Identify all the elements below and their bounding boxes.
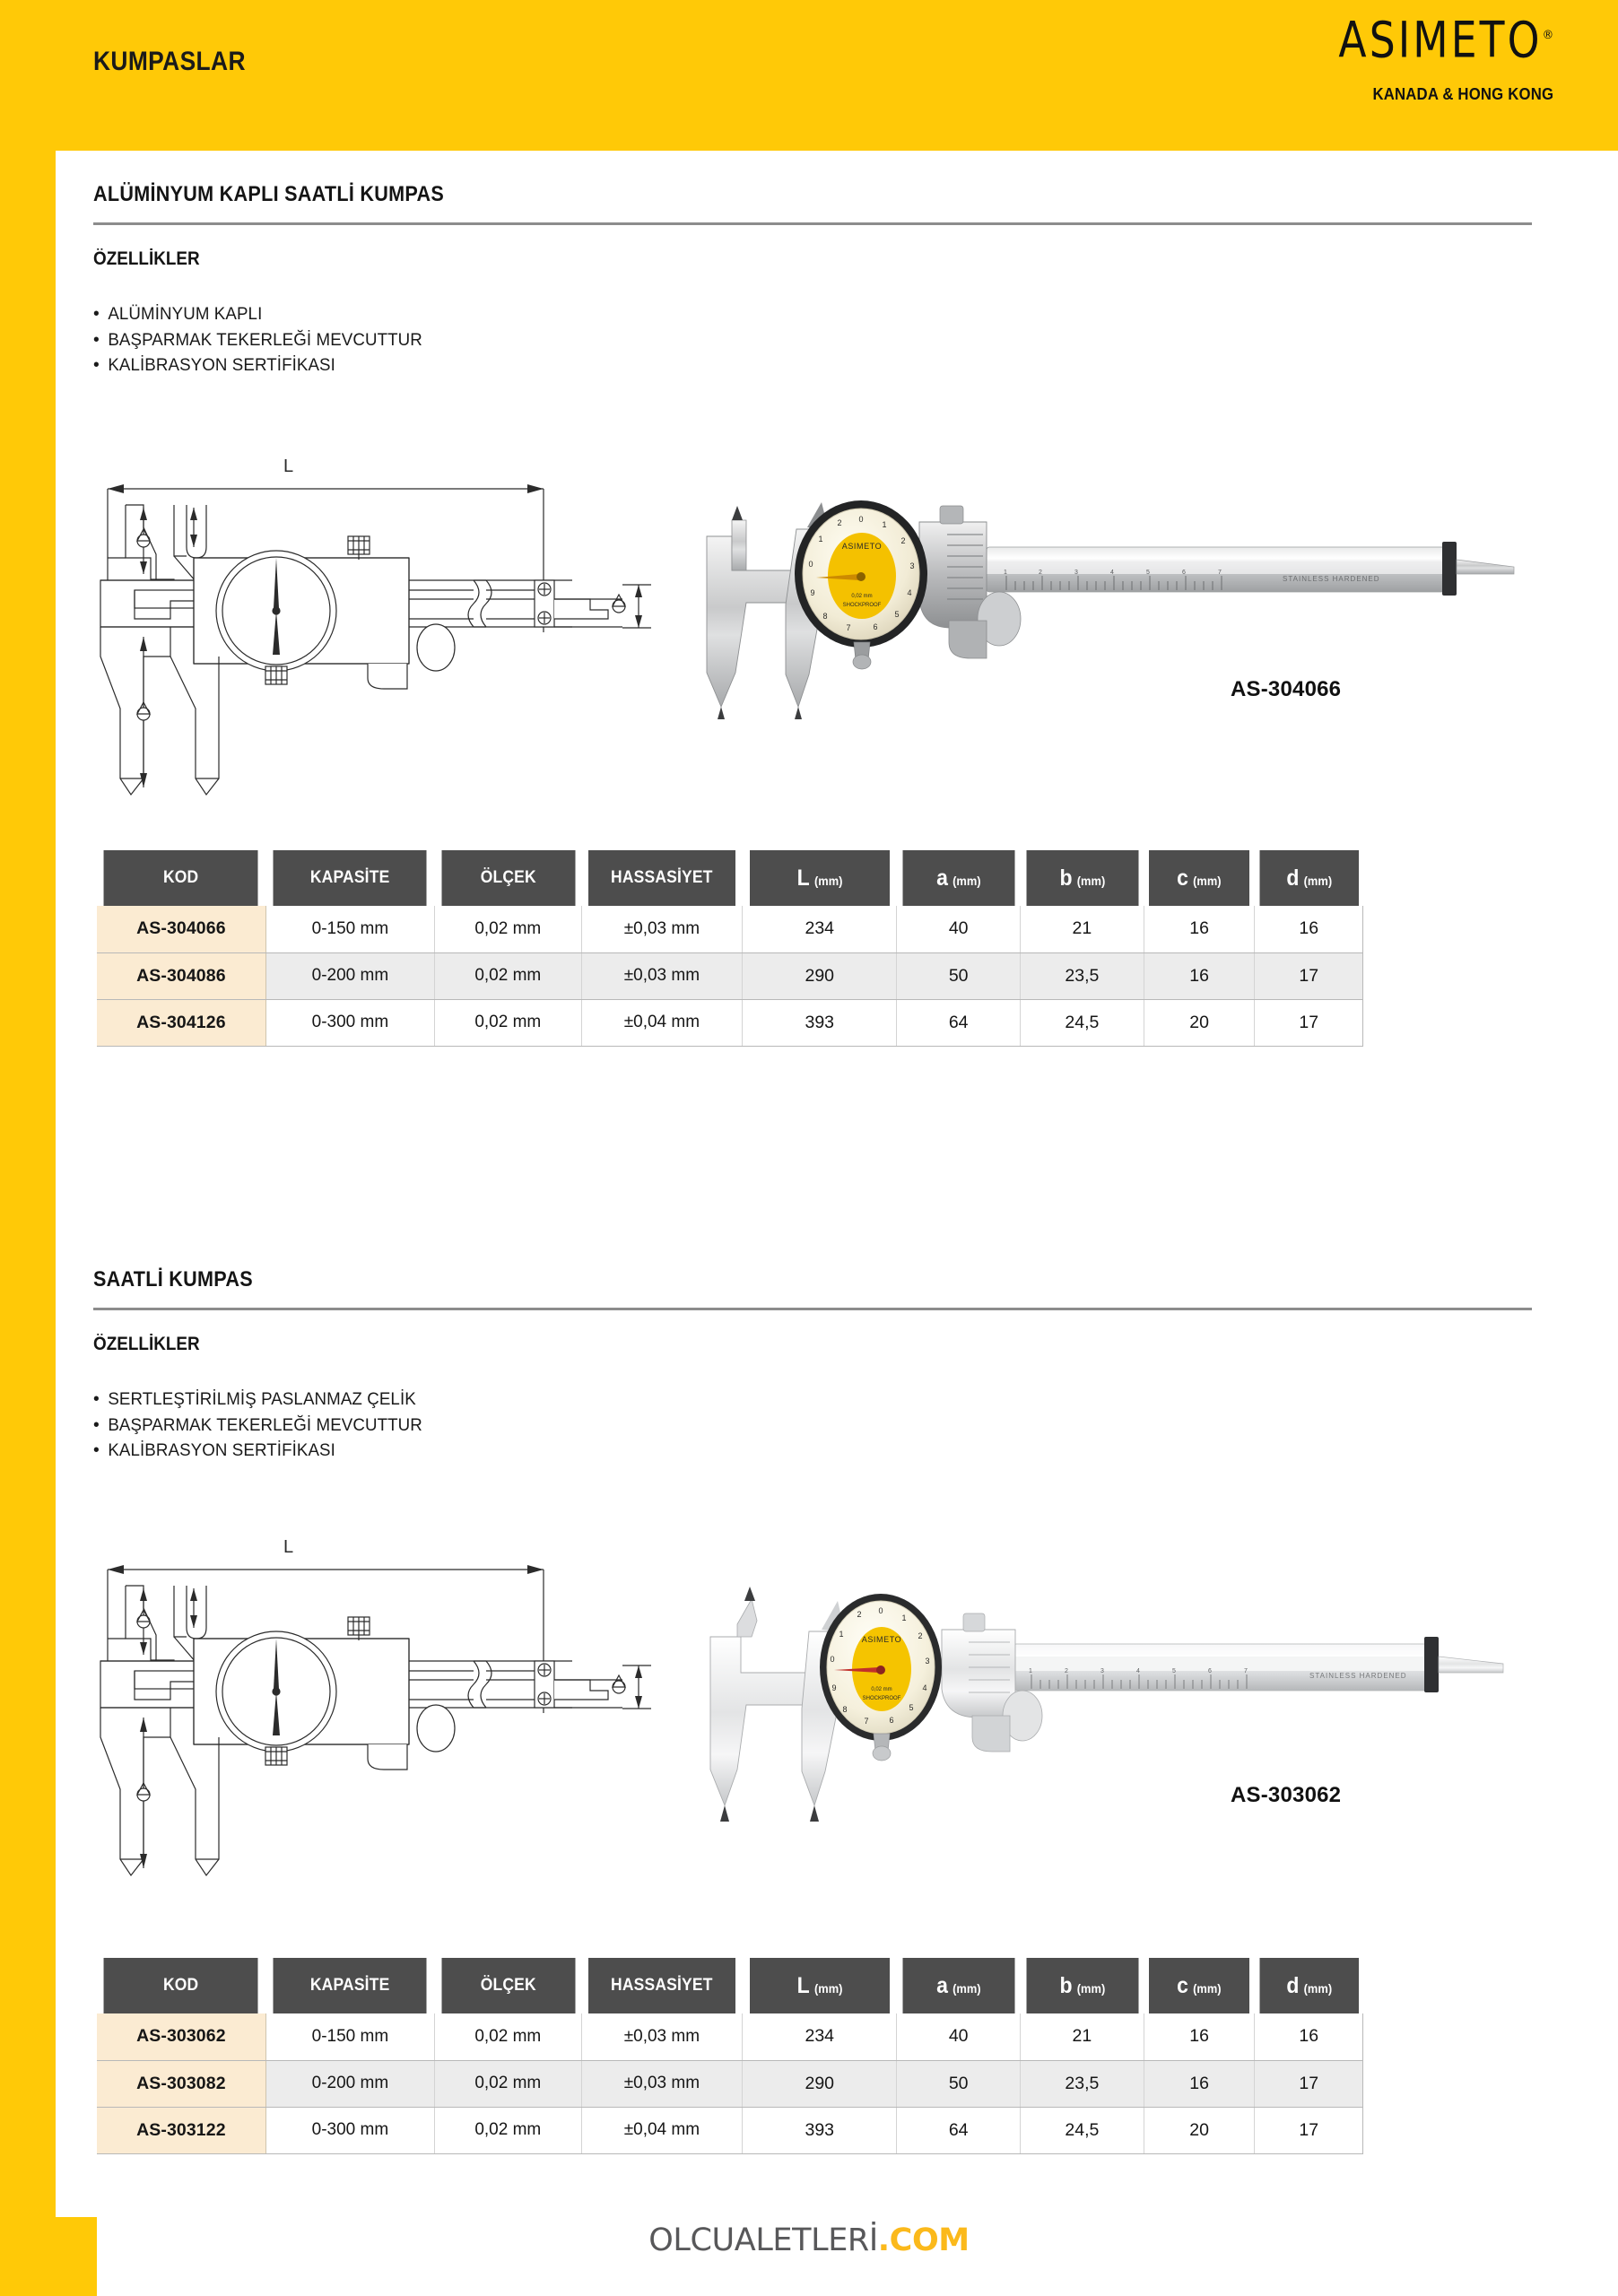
- site-logo: [648, 2222, 969, 2258]
- svg-text:1: 1: [839, 1630, 844, 1639]
- cell-L: 290: [743, 2060, 897, 2107]
- table-header-row: [97, 1958, 1363, 2013]
- cell-a: 50: [897, 2060, 1021, 2107]
- cell-b: 23,5: [1021, 2060, 1144, 2107]
- svg-text:5: 5: [1172, 1668, 1176, 1674]
- svg-text:5: 5: [1146, 570, 1150, 576]
- col-kapasite: KAPASİTE: [273, 1958, 428, 2013]
- col-d: d (mm): [1259, 850, 1359, 906]
- svg-text:1: 1: [1029, 1668, 1032, 1674]
- svg-text:6: 6: [1182, 570, 1186, 576]
- cell-b: 21: [1021, 906, 1144, 952]
- cell-d: 16: [1255, 906, 1363, 952]
- cell-hassasiyet: ±0,04 mm: [581, 999, 743, 1046]
- svg-text:5: 5: [909, 1703, 914, 1712]
- list-item: • KALİBRASYON SERTİFİKASI: [93, 352, 422, 378]
- table-header-row: [97, 850, 1363, 906]
- svg-text:9: 9: [810, 588, 815, 597]
- section-1-rule: [93, 222, 1532, 225]
- cell-L: 393: [743, 2107, 897, 2153]
- svg-text:1: 1: [901, 1613, 907, 1622]
- svg-text:6: 6: [873, 622, 878, 631]
- cell-d: 16: [1255, 2013, 1363, 2060]
- cell-a: 64: [897, 2107, 1021, 2153]
- cell-hassasiyet: ±0,03 mm: [581, 906, 743, 952]
- cell-b: 24,5: [1021, 999, 1144, 1046]
- left-yellow-bar: [0, 0, 56, 2296]
- col-L: L (mm): [749, 1958, 891, 2013]
- cell-b: 24,5: [1021, 2107, 1144, 2153]
- list-item: • KALİBRASYON SERTİFİKASI: [93, 1438, 422, 1464]
- svg-text:2: 2: [900, 536, 906, 545]
- svg-text:0: 0: [878, 1606, 883, 1615]
- cell-a: 40: [897, 2013, 1021, 2060]
- table-row: [97, 2107, 1363, 2153]
- cell-hassasiyet: ±0,03 mm: [581, 2013, 743, 2060]
- cell-a: 50: [897, 952, 1021, 999]
- svg-text:ASIMETO: ASIMETO: [841, 542, 883, 551]
- cell-kapasite: 0-150 mm: [265, 906, 434, 952]
- section-2-features-title: ÖZELLİKLER: [93, 1334, 200, 1354]
- svg-text:0: 0: [830, 1655, 835, 1664]
- cell-olcek: 0,02 mm: [435, 999, 582, 1046]
- table-row: [97, 906, 1363, 952]
- list-item: • BAŞPARMAK TEKERLEĞİ MEVCUTTUR: [93, 327, 422, 353]
- col-b: b (mm): [1025, 1958, 1139, 2013]
- cell-olcek: 0,02 mm: [435, 2107, 582, 2153]
- svg-text:0,02 mm: 0,02 mm: [871, 1687, 892, 1692]
- cell-d: 17: [1255, 999, 1363, 1046]
- col-olcek: ÖLÇEK: [440, 850, 575, 906]
- section-1-features-title: ÖZELLİKLER: [93, 248, 200, 269]
- svg-text:2: 2: [918, 1631, 923, 1640]
- registered-trademark-icon: ®: [1542, 29, 1553, 43]
- cell-L: 393: [743, 999, 897, 1046]
- col-L: L (mm): [749, 850, 891, 906]
- cell-kod: AS-303122: [97, 2107, 265, 2153]
- svg-text:2: 2: [837, 518, 842, 527]
- page-footer: [0, 2222, 1618, 2258]
- cell-c: 16: [1144, 952, 1255, 999]
- cell-kod: AS-304066: [97, 906, 265, 952]
- cell-kod: AS-303082: [97, 2060, 265, 2107]
- col-a: a (mm): [901, 850, 1015, 906]
- svg-text:3: 3: [1100, 1668, 1104, 1674]
- svg-text:9: 9: [831, 1683, 837, 1692]
- cell-L: 234: [743, 2013, 897, 2060]
- svg-text:5: 5: [894, 610, 900, 619]
- section-1-features-list: [93, 301, 436, 378]
- svg-text:3: 3: [1074, 570, 1078, 576]
- svg-text:4: 4: [907, 588, 912, 597]
- svg-text:7: 7: [846, 623, 851, 632]
- table-row: [97, 999, 1363, 1046]
- col-c: c (mm): [1148, 1958, 1250, 2013]
- cell-c: 16: [1144, 2013, 1255, 2060]
- list-item: • ALÜMİNYUM KAPLI: [93, 301, 422, 327]
- brand-logo-block: [1332, 11, 1553, 104]
- asimeto-logo: [1338, 11, 1553, 70]
- cell-kapasite: 0-200 mm: [265, 2060, 434, 2107]
- svg-text:0: 0: [858, 515, 864, 524]
- section-1-title: ALÜMİNYUM KAPLI SAATLİ KUMPAS: [93, 182, 445, 206]
- table-row: [97, 2013, 1363, 2060]
- cell-c: 16: [1144, 2060, 1255, 2107]
- cell-hassasiyet: ±0,04 mm: [581, 2107, 743, 2153]
- cell-hassasiyet: ±0,03 mm: [581, 952, 743, 999]
- cell-kod: AS-304126: [97, 999, 265, 1046]
- drawing-label-L: L: [283, 1537, 294, 1557]
- table-row: [97, 952, 1363, 999]
- col-hassasiyet: HASSASİYET: [587, 850, 735, 906]
- svg-text:2: 2: [1039, 570, 1042, 576]
- cell-kapasite: 0-300 mm: [265, 2107, 434, 2153]
- section-2-rule: [93, 1308, 1532, 1310]
- cell-olcek: 0,02 mm: [435, 2060, 582, 2107]
- svg-text:2: 2: [1065, 1668, 1068, 1674]
- cell-kod: AS-303062: [97, 2013, 265, 2060]
- section-2-features-list: [93, 1387, 436, 1464]
- cell-L: 234: [743, 906, 897, 952]
- site-name: OLCUALETLERİ: [648, 2222, 878, 2258]
- col-olcek: ÖLÇEK: [440, 1958, 575, 2013]
- svg-text:STAINLESS HARDENED: STAINLESS HARDENED: [1309, 1672, 1407, 1680]
- section-1-product-code: AS-304066: [1231, 677, 1342, 701]
- page-title: KUMPASLAR: [93, 47, 246, 76]
- svg-text:ASIMETO: ASIMETO: [861, 1635, 902, 1644]
- cell-b: 21: [1021, 2013, 1144, 2060]
- section-1-product-photo: [691, 484, 1534, 758]
- table-row: [97, 2060, 1363, 2107]
- svg-text:3: 3: [909, 561, 915, 570]
- svg-text:3: 3: [925, 1657, 930, 1665]
- cell-c: 20: [1144, 999, 1255, 1046]
- asimeto-wordmark: ASIMETO: [1338, 11, 1543, 70]
- section-2-spec-table: [97, 1958, 1363, 2154]
- section-2-technical-drawing: [88, 1529, 680, 1892]
- cell-kod: AS-304086: [97, 952, 265, 999]
- svg-text:7: 7: [1218, 570, 1222, 576]
- cell-olcek: 0,02 mm: [435, 2013, 582, 2060]
- svg-text:1: 1: [882, 520, 887, 529]
- cell-hassasiyet: ±0,03 mm: [581, 2060, 743, 2107]
- cell-a: 40: [897, 906, 1021, 952]
- cell-c: 20: [1144, 2107, 1255, 2153]
- svg-text:6: 6: [1208, 1668, 1212, 1674]
- section-1-spec-table: [97, 850, 1363, 1047]
- svg-text:4: 4: [1110, 570, 1114, 576]
- svg-text:8: 8: [842, 1705, 848, 1714]
- brand-tagline: KANADA & HONG KONG: [1372, 85, 1553, 103]
- cell-d: 17: [1255, 952, 1363, 999]
- svg-text:2: 2: [857, 1610, 862, 1619]
- list-item: • SERTLEŞTİRİLMİŞ PASLANMAZ ÇELİK: [93, 1387, 422, 1413]
- col-d: d (mm): [1259, 1958, 1359, 2013]
- svg-text:STAINLESS HARDENED: STAINLESS HARDENED: [1283, 575, 1380, 583]
- cell-kapasite: 0-150 mm: [265, 2013, 434, 2060]
- col-kod: KOD: [104, 1958, 259, 2013]
- cell-kapasite: 0-200 mm: [265, 952, 434, 999]
- svg-text:0: 0: [808, 560, 813, 569]
- svg-text:0,02 mm: 0,02 mm: [851, 594, 873, 599]
- svg-text:SHOCKPROOF: SHOCKPROOF: [842, 603, 882, 608]
- cell-d: 17: [1255, 2107, 1363, 2153]
- drawing-label-L: L: [283, 457, 294, 476]
- svg-text:4: 4: [1136, 1668, 1140, 1674]
- cell-d: 17: [1255, 2060, 1363, 2107]
- cell-olcek: 0,02 mm: [435, 906, 582, 952]
- col-hassasiyet: HASSASİYET: [587, 1958, 735, 2013]
- col-b: b (mm): [1025, 850, 1139, 906]
- svg-text:SHOCKPROOF: SHOCKPROOF: [862, 1696, 901, 1701]
- list-item: • BAŞPARMAK TEKERLEĞİ MEVCUTTUR: [93, 1413, 422, 1439]
- cell-c: 16: [1144, 906, 1255, 952]
- svg-text:7: 7: [864, 1717, 869, 1726]
- cell-kapasite: 0-300 mm: [265, 999, 434, 1046]
- section-2-product-code: AS-303062: [1231, 1783, 1342, 1807]
- svg-text:7: 7: [1244, 1668, 1248, 1674]
- site-domain: .COM: [877, 2222, 970, 2258]
- col-kod: KOD: [104, 850, 259, 906]
- svg-text:4: 4: [922, 1683, 927, 1692]
- svg-text:6: 6: [889, 1716, 894, 1725]
- cell-olcek: 0,02 mm: [435, 952, 582, 999]
- cell-b: 23,5: [1021, 952, 1144, 999]
- cell-a: 64: [897, 999, 1021, 1046]
- col-c: c (mm): [1148, 850, 1250, 906]
- svg-text:1: 1: [1004, 570, 1007, 576]
- svg-text:1: 1: [818, 535, 823, 544]
- section-1-technical-drawing: [88, 448, 680, 812]
- section-2-product-photo: [691, 1574, 1534, 1848]
- col-kapasite: KAPASİTE: [273, 850, 428, 906]
- section-2-title: SAATLİ KUMPAS: [93, 1267, 253, 1292]
- col-a: a (mm): [901, 1958, 1015, 2013]
- svg-text:8: 8: [822, 612, 828, 621]
- cell-L: 290: [743, 952, 897, 999]
